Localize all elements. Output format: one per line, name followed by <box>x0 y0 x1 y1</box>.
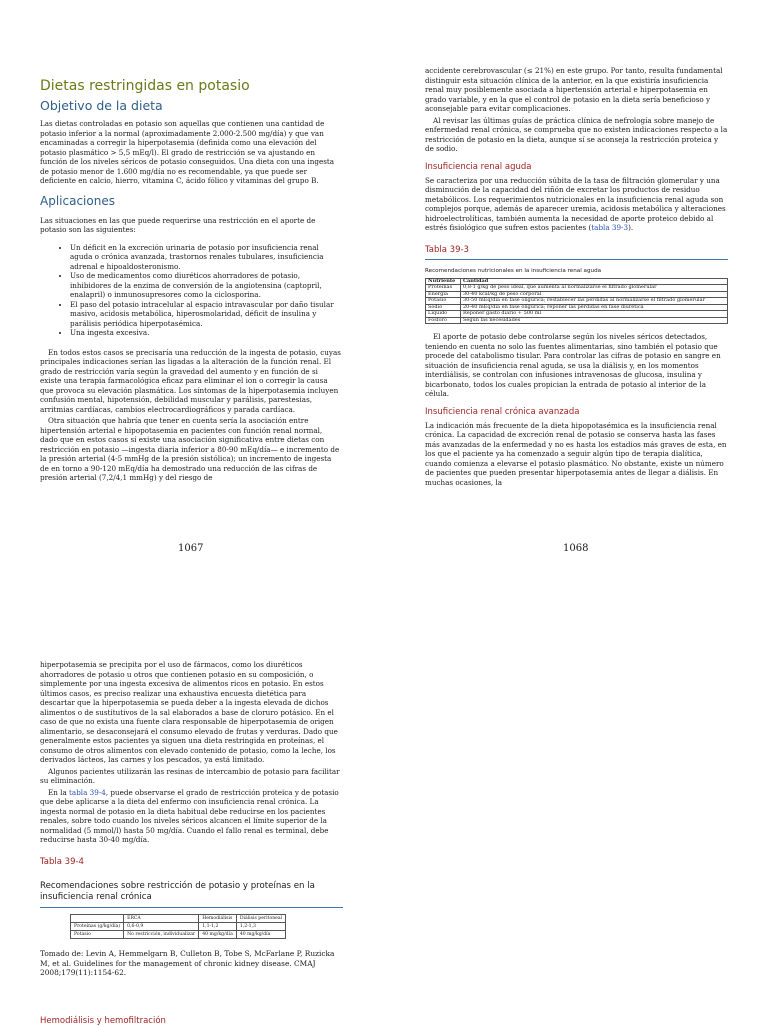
body-paragraph: Al revisar las últimas guías de práctica clínica de nefrología sobre manejo de enfermedad renal crónica, se comprueba que no existen indicaciones respecto a la restricción de potasio en la dieta, aunque sí se aconseja la restricción proteica y de sodio. <box>425 115 728 153</box>
table-source-note: Tomado de: Levin A, Hemmelgarn B, Culleton B, Tobe S, McFarlane P, Ruzicka M, et al. Guidelines for the management of chronic kidney disease. CMAJ 2008;179(11):1154-62. <box>40 948 335 978</box>
body-paragraph: Otra situación que habría que tener en cuenta sería la asociación entre hipertensión arterial e hipopotasemia en pacientes con función renal normal, dado que en estos casos sí existe una asociación significativa entre dietas con restricción en potasio —ingesta diaria inferior a 80-90 mEq/día— e incremento de la presión arterial (4-5 mmHg de la presión sistólica); un incremento de ingesta de en torno a 90-120 mEq/día ha demostrado una reducción de las cifras de presión arterial (7,2/4,1 mmHg) y del riesgo de <box>40 416 340 482</box>
body-paragraph <box>40 788 343 845</box>
body-paragraph: accidente cerebrovascular (≤ 21%) en este grupo. Por tanto, resulta fundamental distinguir esta situación clínica de la anterior, en la que existiría insuficiencia renal muy posiblemente asociada a hipertensión arterial e hiperpotasemia en grado variable, y en la que el control de potasio en la dieta sería beneficioso y aconsejable para evitar complicaciones. <box>425 66 723 113</box>
intro-paragraph: Las dietas controladas en potasio son aquellas que contienen una cantidad de potasio inferior a la normal (aproximadamente 2.000-2.500 mg/día) y que van encaminadas a corregir la hiperpotasemia (definida como una elevación del potasio plasmático > 5,5 mEq/l). El grado de restricción se va ajustando en función de los niveles séricos de potasio conseguidos. Una dieta con una ingesta de potasio menor de 1.600 mg/día no es recomendable, ya que puede ser deficiente en calcio, hierro, vitamina C, ácido fólico y vitaminas del grupo B. <box>40 119 335 185</box>
page-right <box>425 66 728 489</box>
body-paragraph <box>425 176 728 233</box>
list-item: • Un déficit en la excreción urinaria de potasio por insuficiencia renal aguda o crónica avanzada, trastornos renales tubulares, insuficiencia adrenal e hipoaldosteronismo. <box>70 243 341 272</box>
text-fragment: Se caracteriza por una reducción súbita de la tasa de filtración glomerular y una disminución de la capacidad del riñón de excretar los productos de residuo metabólicos. Los requerimientos nutricionales en la insuficiencia renal aguda son complejos porque, además de aparecer uremia, acidosis metabólica y alteraciones hidroelectrolíticas, también aumenta la necesidad de aporte proteico debido al estrés fisiológico que sufren estos pacientes ( <box>425 175 726 232</box>
table-39-3 <box>425 278 728 325</box>
table-rule <box>40 907 343 908</box>
next-section-heading: Hemodiálisis y hemofiltración <box>40 1016 166 1026</box>
objective-heading: Objetivo de la dieta <box>40 98 163 113</box>
table-cell: 30-40 kcal/kg de peso corporal <box>460 291 727 298</box>
table-cell: 30-50 mEq/día en fase oligúrica; restablecer las pérdidas al normalizarse el filtrado glomerular <box>460 298 727 305</box>
table-39-4-title: Recomendaciones sobre restricción de potasio y proteínas en la insuficiencia renal crónica <box>40 880 315 902</box>
text-fragment: En la <box>48 787 70 797</box>
table-rule <box>425 259 728 260</box>
table-header-cell: ERCA <box>124 914 199 922</box>
table-row <box>71 930 286 938</box>
applications-heading: Aplicaciones <box>40 193 115 208</box>
table-cell: 40 mg/kg/día <box>236 930 285 938</box>
applications-intro: Las situaciones en las que puede requerirse una restricción en el aporte de potasio son las siguientes: <box>40 215 316 234</box>
table-cell: No restricción, individualizar <box>124 930 199 938</box>
table-39-4-link[interactable]: tabla 39-4 <box>69 787 106 797</box>
table-cell: 1,2-1,3 <box>236 922 285 930</box>
table-cell: Sodio <box>426 304 461 311</box>
section-heading-acute: Insuficiencia renal aguda <box>425 161 532 172</box>
table-39-3-title: Recomendaciones nutricionales en la insuficiencia renal aguda <box>425 267 602 274</box>
table-cell: Proteínas <box>426 285 461 292</box>
table-cell: 0,6-0,9 <box>124 922 199 930</box>
table-row <box>71 922 286 930</box>
page-left <box>40 78 341 485</box>
table-cell: Energía <box>426 291 461 298</box>
table-39-4-label: Tabla 39-4 <box>40 856 84 867</box>
table-cell: Según las necesidades <box>460 317 727 324</box>
body-paragraph: hiperpotasemia se precipita por el uso de fármacos, como los diuréticos ahorradores de potasio u otros que contienen potasio en su composición, o simplemente por una ingesta excesiva de alimentos ricos en potasio. En estos últimos casos, es preciso realizar una exhaustiva encuesta dietética para descartar que la hiperpotasemia se pueda deber a la ingesta elevada de dichos alimentos o de sustitutivos de la sal elaborados a base de cloruro potásico. En el caso de que no exista una fuente clara responsable de hiperpotasemia de origen alimentario, se desaconsejará el consumo elevado de frutas y verduras. Dado que generalmente estos pacientes ya siguen una dieta restringida en proteínas, el consumo de otros alimentos con elevado contenido de potasio, como la leche, los derivados lácteos, las carnes y los pescados, ya está limitado. <box>40 660 338 764</box>
body-paragraph: La indicación más frecuente de la dieta hipopotasémica es la insuficiencia renal crónica. La capacidad de excreción renal de potasio se conserva hasta las fases más avanzadas de la enfermedad y no es hasta los estadios más graves de esta, en los que el paciente ya ha comenzado a seguir algún tipo de terapia dialítica, cuando comienza a elevarse el potasio plasmático. No obstante, existe un número de pacientes que pueden presentar hiperpotasemia antes de llegar a diálisis. En muchas ocasiones, la <box>425 420 727 487</box>
table-39-3-link[interactable]: tabla 39-3 <box>591 223 629 232</box>
table-39-4 <box>70 914 286 939</box>
table-cell: Líquido <box>426 311 461 318</box>
body-paragraph: El aporte de potasio debe controlarse según los niveles séricos detectados, teniendo en cuenta no solo las fuentes alimentarias, sino también el potasio que procede del catabolismo tisular. Para controlar las cifras de potasio en sangre en situación de insuficiencia renal aguda, se usa la diálisis y, en los momentos interdiálisis, se controlan con infusiones intravenosas de glucosa, insulina y bicarbonato, todos los cuales propician la entrada de potasio al interior de la célula. <box>425 332 721 398</box>
list-item: • Una ingesta excesiva. <box>70 328 341 338</box>
table-header-cell: Hemodiálisis <box>199 914 237 922</box>
table-header-cell: Nutriente <box>426 278 461 285</box>
table-row <box>426 317 728 324</box>
text-fragment: , puede observarse el grado de restricción proteica y de potasio que debe aplicarse a la dieta del enfermo con insuficiencia renal crónica. La ingesta normal de potasio en la dieta habitual debe reducirse en los pacientes renales, sobre todo cuando los niveles séricos alcancen el límite superior de la normalidad (5 mmol/l) hasta 50 mg/día. Cuando el fallo renal es terminal, debe reducirse hasta 30-40 mg/día. <box>40 787 339 844</box>
text-fragment: ). <box>628 223 634 232</box>
table-cell: 0,8-1 g/kg de peso ideal, que aumenta al normalizarse el filtrado glomerular <box>460 285 727 292</box>
applications-list <box>40 243 341 338</box>
table-cell: Potasio <box>426 298 461 305</box>
page-three <box>40 660 343 980</box>
table-cell: Potasio <box>71 930 124 938</box>
table-header-cell: Diálisis peritoneal <box>236 914 285 922</box>
table-header-cell: Cantidad <box>460 278 727 285</box>
chapter-title: Dietas restringidas en potasio <box>40 78 250 94</box>
section-heading-chronic: Insuficiencia renal crónica avanzada <box>425 406 580 417</box>
table-cell: Proteínas (g/kg/día) <box>71 922 124 930</box>
body-paragraph: En todos estos casos se precisaría una reducción de la ingesta de potasio, cuyas principales indicaciones serían las ligadas a la alteración de la función renal. El grado de restricción varía según la gravedad del aumento y en función de si existe una terapia farmacológica eficaz para eliminar el ion o corregir la causa que provoca su elevación plasmática. Los síntomas de la hiperpotasemia incluyen confusión mental, hipotensión, debilidad muscular y parálisis, parestesias, arritmias cardíacas, cambios electrocardiográficos y parada cardíaca. <box>40 347 341 414</box>
table-cell: 1,1-1,2 <box>199 922 237 930</box>
table-cell: Fósforo <box>426 317 461 324</box>
table-cell: Reponer gasto diario + 500 ml <box>460 311 727 318</box>
table-cell: 40 mg/kg/día <box>199 930 237 938</box>
table-header-cell <box>71 914 124 922</box>
page-number: 1068 <box>563 543 589 554</box>
list-item: • Uso de medicamentos como diuréticos ahorradores de potasio, inhibidores de la enzima de conversión de la angiotensina (captopril, enalapril) o inmunosupresores como la ciclosporina. <box>70 271 341 300</box>
table-header-row <box>71 914 286 922</box>
table-39-3-label: Tabla 39-3 <box>425 244 469 255</box>
table-cell: 20-40 mEq/día en fase oligúrica; reponer las pérdidas en fase diurética <box>460 304 727 311</box>
list-item: • El paso del potasio intracelular al espacio intravascular por daño tisular masivo, acidosis metabólica, hiperosmolaridad, déficit de insulina y parálisis periódica hiperpotasémica. <box>70 300 341 329</box>
page-number: 1067 <box>178 543 204 554</box>
body-paragraph: Algunos pacientes utilizarán las resinas de intercambio de potasio para facilitar su eliminación. <box>40 766 340 785</box>
